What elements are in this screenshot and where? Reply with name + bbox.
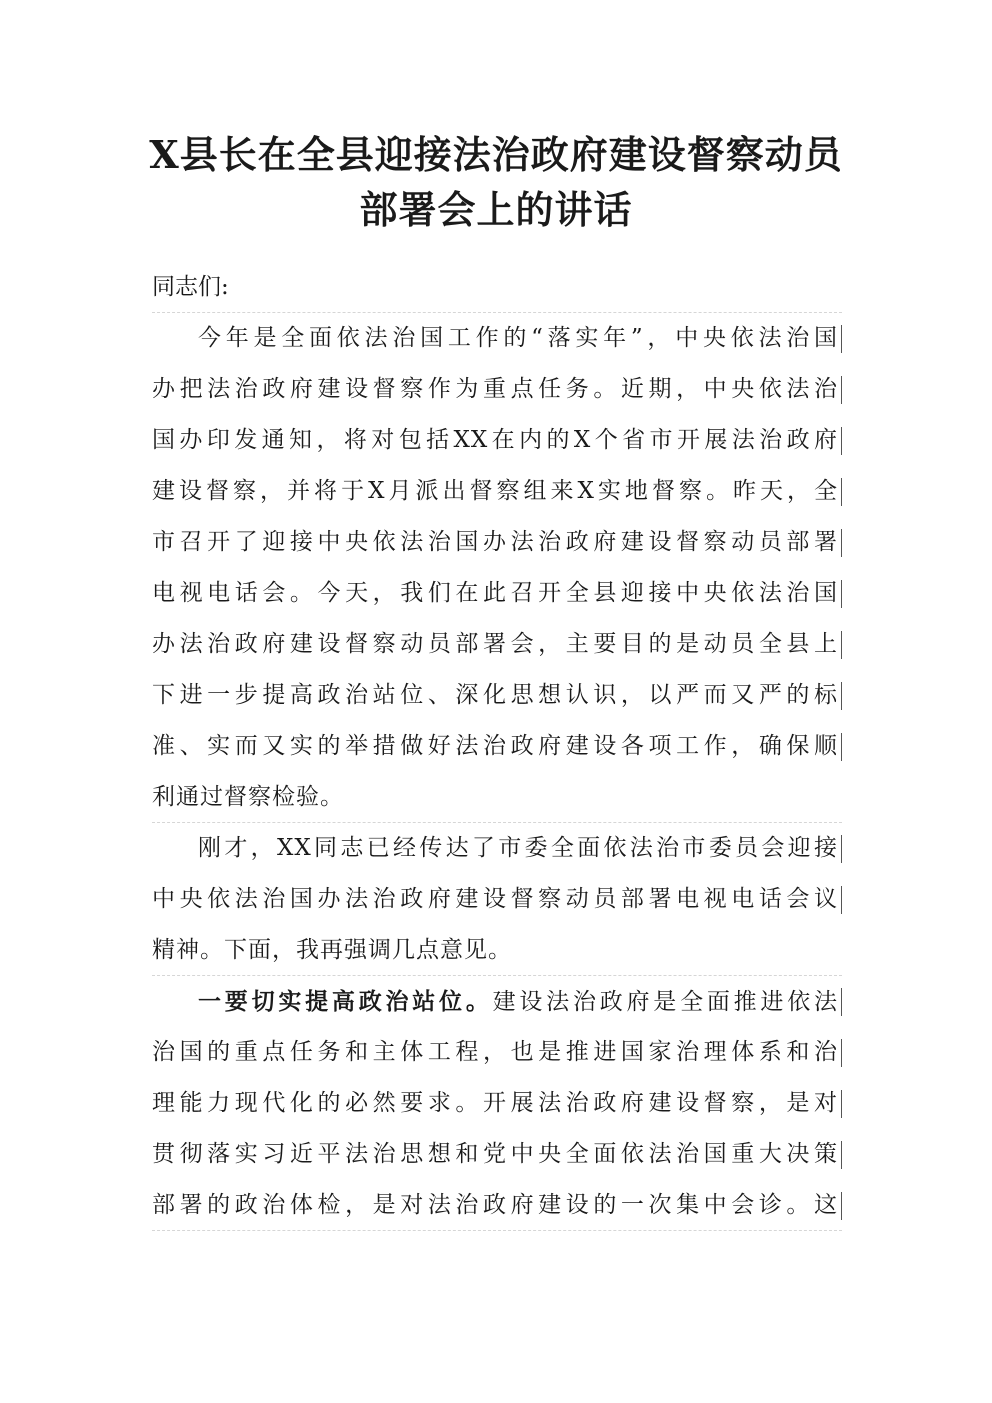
document-body bbox=[152, 262, 842, 1231]
document-title-line-1: X县长在全县迎接法治政府建设督察动员 bbox=[149, 132, 843, 177]
salutation: 同志们: bbox=[152, 262, 842, 313]
paragraph-line: 办把法治政府建设督察作为重点任务。近期，中央依法治 bbox=[152, 364, 842, 415]
paragraph-line bbox=[152, 976, 842, 1027]
paragraph-line: 今年是全面依法治国工作的“落实年”，中央依法治国 bbox=[152, 313, 842, 364]
paragraph-line: 建设督察，并将于X月派出督察组来X实地督察。昨天，全 bbox=[152, 466, 842, 517]
paragraph-line: 国办印发通知，将对包括XX在内的X个省市开展法治政府 bbox=[152, 415, 842, 466]
paragraph-line: 办法治政府建设督察动员部署会，主要目的是动员全县上 bbox=[152, 619, 842, 670]
paragraph-line: 市召开了迎接中央依法治国办法治政府建设督察动员部署 bbox=[152, 517, 842, 568]
paragraph-line: 刚才，XX同志已经传达了市委全面依法治市委员会迎接 bbox=[152, 823, 842, 874]
paragraph-3 bbox=[152, 976, 842, 1231]
paragraph-line: 利通过督察检验。 bbox=[152, 784, 344, 810]
paragraph-line: 电视电话会。今天，我们在此召开全县迎接中央依法治国 bbox=[152, 568, 842, 619]
paragraph-line: 精神。下面，我再强调几点意见。 bbox=[152, 937, 512, 963]
section-heading: 一要切实提高政治站位。 bbox=[198, 988, 493, 1015]
paragraph-line: 部署的政治体检，是对法治政府建设的一次集中会诊。这 bbox=[152, 1180, 842, 1231]
paragraph-1 bbox=[152, 313, 842, 823]
paragraph-line: 下进一步提高政治站位、深化思想认识，以严而又严的标 bbox=[152, 670, 842, 721]
paragraph-line: 准、实而又实的举措做好法治政府建设各项工作，确保顺 bbox=[152, 721, 842, 772]
paragraph-line: 中央依法治国办法治政府建设督察动员部署电视电话会议 bbox=[152, 874, 842, 925]
paragraph-line-text: 建设法治政府是全面推进依法 bbox=[492, 989, 839, 1015]
paragraph-line: 治国的重点任务和主体工程，也是推进国家治理体系和治 bbox=[152, 1027, 842, 1078]
paragraph-line: 理能力现代化的必然要求。开展法治政府建设督察，是对 bbox=[152, 1078, 842, 1129]
paragraph-line: 贯彻落实习近平法治思想和党中央全面依法治国重大决策 bbox=[152, 1129, 842, 1180]
paragraph-2 bbox=[152, 823, 842, 976]
document-title-line-2: 部署会上的讲话 bbox=[359, 187, 633, 232]
